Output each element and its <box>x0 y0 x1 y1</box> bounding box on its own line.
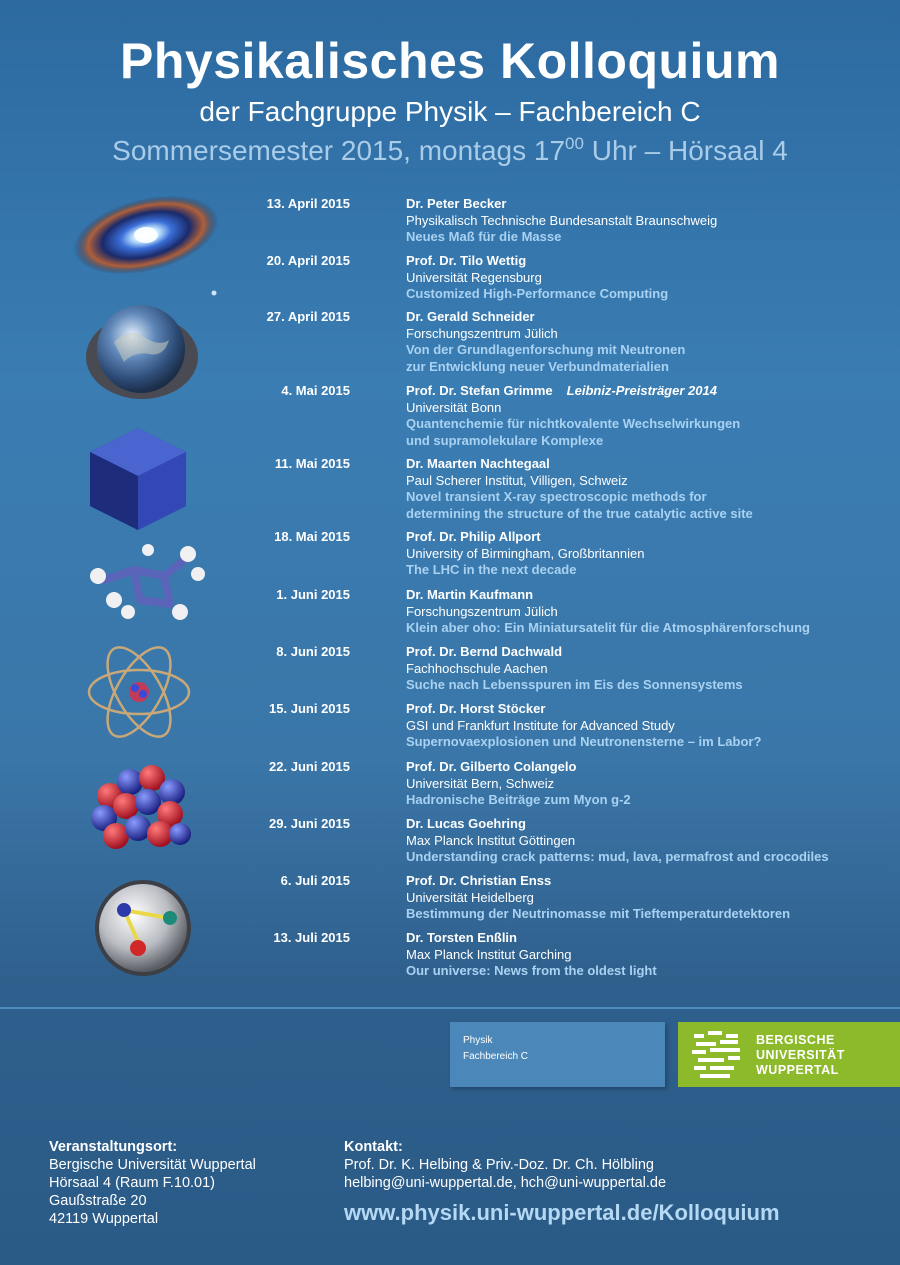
venue-block <box>49 1138 256 1228</box>
award-label: Leibniz-Preisträger 2014 <box>566 383 717 398</box>
talk-topic: Klein aber oho: Ein Miniatursatelit für die Atmosphärenforschung <box>406 620 810 635</box>
talk-speaker: Dr. Maarten Nachtegaal <box>406 456 550 471</box>
talk-institution: Paul Scherer Institut, Villigen, Schweiz <box>406 472 628 488</box>
talk-institution: Universität Heidelberg <box>406 889 534 905</box>
talk-date: 27. April 2015 <box>266 309 350 324</box>
talk-date: 11. Mai 2015 <box>274 456 350 471</box>
talk-speaker: Prof. Dr. Tilo Wettig <box>406 253 527 268</box>
talk-speaker: Dr. Martin Kaufmann <box>406 587 534 602</box>
venue-line: 42119 Wuppertal <box>49 1211 159 1227</box>
semester-suffix: Uhr – Hörsaal 4 <box>583 135 788 166</box>
talk-topic: Quantenchemie für nichtkovalente Wechselwirkungen <box>406 416 741 431</box>
earth-icon <box>84 302 200 400</box>
university-name-line: WUPPERTAL <box>756 1063 839 1077</box>
crystal-icon <box>86 424 190 534</box>
contact-emails[interactable]: helbing@uni-wuppertal.de, hch@uni-wuppertal.de <box>344 1175 667 1191</box>
semester-prefix: Sommersemester 2015, montags 17 <box>112 135 566 166</box>
talk-topic: Hadronische Beiträge zum Myon g-2 <box>406 792 631 807</box>
contact-block <box>344 1138 666 1192</box>
talk-institution: GSI und Frankfurt Institute for Advanced Study <box>406 717 675 733</box>
talk-date: 29. Juni 2015 <box>269 816 350 831</box>
university-name-line: UNIVERSITÄT <box>756 1048 845 1062</box>
talk-speaker: Dr. Torsten Enßlin <box>406 930 517 945</box>
atom-icon <box>86 636 192 748</box>
university-name-line: BERGISCHE <box>756 1033 835 1047</box>
physik-label: Physik <box>463 1035 493 1046</box>
contact-names: Prof. Dr. K. Helbing & Priv.-Doz. Dr. Ch. Hölbling <box>344 1157 654 1173</box>
colloquium-url-link[interactable]: www.physik.uni-wuppertal.de/Kolloquium <box>344 1200 780 1225</box>
talk-institution: Physikalisch Technische Bundesanstalt Braunschweig <box>406 212 718 228</box>
talk-topic: Customized High-Performance Computing <box>406 286 669 301</box>
talk-speaker: Prof. Dr. Philip Allport <box>406 529 541 544</box>
talk-institution: Forschungszentrum Jülich <box>406 325 558 341</box>
talk-institution: University of Birmingham, Großbritannien <box>406 545 645 561</box>
talk-date: 6. Juli 2015 <box>280 873 350 888</box>
lion-crest-icon <box>690 1028 746 1082</box>
talk-topic: Suche nach Lebensspuren im Eis des Sonnensystems <box>406 677 743 692</box>
talk-date: 13. Juli 2015 <box>273 930 350 945</box>
talk-topic: Understanding crack patterns: mud, lava, permafrost and crocodiles <box>406 849 829 864</box>
talk-speaker: Dr. Gerald Schneider <box>406 309 535 324</box>
talk-speaker: Prof. Dr. Horst Stöcker <box>406 701 546 716</box>
talk-speaker: Prof. Dr. Bernd Dachwald <box>406 644 563 659</box>
talk-institution: Max Planck Institut Göttingen <box>406 832 576 848</box>
talk-topic: und supramolekulare Komplexe <box>406 432 604 448</box>
venue-line: Gaußstraße 20 <box>49 1193 147 1209</box>
talk-speaker: Prof. Dr. Gilberto Colangelo <box>406 759 577 774</box>
talk-speaker: Prof. Dr. Stefan Grimme <box>406 383 553 398</box>
venue-line: Bergische Universität Wuppertal <box>49 1157 256 1173</box>
talk-date: 4. Mai 2015 <box>281 383 350 398</box>
semester-time-sup: 00 <box>565 134 584 153</box>
talk-topic: The LHC in the next decade <box>406 562 577 577</box>
talk-topic: Neues Maß für die Masse <box>406 229 562 244</box>
particles-icon <box>90 878 196 982</box>
talk-date: 13. April 2015 <box>266 196 350 211</box>
venue-heading: Veranstaltungsort: <box>49 1139 178 1155</box>
talk-date: 20. April 2015 <box>266 253 350 268</box>
talk-topic: determining the structure of the true catalytic active site <box>406 505 753 521</box>
talk-speaker: Dr. Lucas Goehring <box>406 816 526 831</box>
talk-date: 22. Juni 2015 <box>269 759 350 774</box>
talk-topic: zur Entwicklung neuer Verbundmaterialien <box>406 358 669 374</box>
university-logo[interactable] <box>678 1022 900 1087</box>
talk-date: 1. Juni 2015 <box>276 587 350 602</box>
talk-topic: Bestimmung der Neutrinomasse mit Tieftemperaturdetektoren <box>406 906 791 921</box>
university-name <box>756 1033 845 1078</box>
talk-institution: Universität Regensburg <box>406 269 542 285</box>
divider <box>0 1007 900 1009</box>
semester-line <box>0 134 900 167</box>
fachbereich-label: Fachbereich C <box>463 1051 529 1062</box>
talk-date: 8. Juni 2015 <box>276 644 350 659</box>
talk-date: 18. Mai 2015 <box>274 529 350 544</box>
talk-speaker: Dr. Peter Becker <box>406 196 507 211</box>
venue-line: Hörsaal 4 (Raum F.10.01) <box>49 1175 216 1191</box>
talk-institution: Universität Bern, Schweiz <box>406 775 555 791</box>
talk-institution: Universität Bonn <box>406 399 502 415</box>
physik-logo-box <box>450 1022 665 1087</box>
talk-institution: Forschungszentrum Jülich <box>406 603 558 619</box>
talk-speaker: Prof. Dr. Christian Enss <box>406 873 552 888</box>
contact-heading: Kontakt: <box>344 1139 403 1155</box>
talk-speaker-line <box>406 383 896 400</box>
poster-subtitle: der Fachgruppe Physik – Fachbereich C <box>199 96 701 127</box>
talk-topic: Supernovaexplosionen und Neutronensterne – im Labor? <box>406 734 762 749</box>
talk-topic: Novel transient X-ray spectroscopic methods for <box>406 489 707 504</box>
galaxy-icon <box>66 190 222 300</box>
talk-institution: Fachhochschule Aachen <box>406 660 548 676</box>
talk-date: 15. Juni 2015 <box>269 701 350 716</box>
nucleus-icon <box>88 756 194 860</box>
talk-institution: Max Planck Institut Garching <box>406 946 572 962</box>
talk-topic: Our universe: News from the oldest light <box>406 963 657 978</box>
poster-title: Physikalisches Kolloquium <box>120 33 780 89</box>
molecule-icon <box>84 540 208 622</box>
talk-topic: Von der Grundlagenforschung mit Neutronen <box>406 342 686 357</box>
